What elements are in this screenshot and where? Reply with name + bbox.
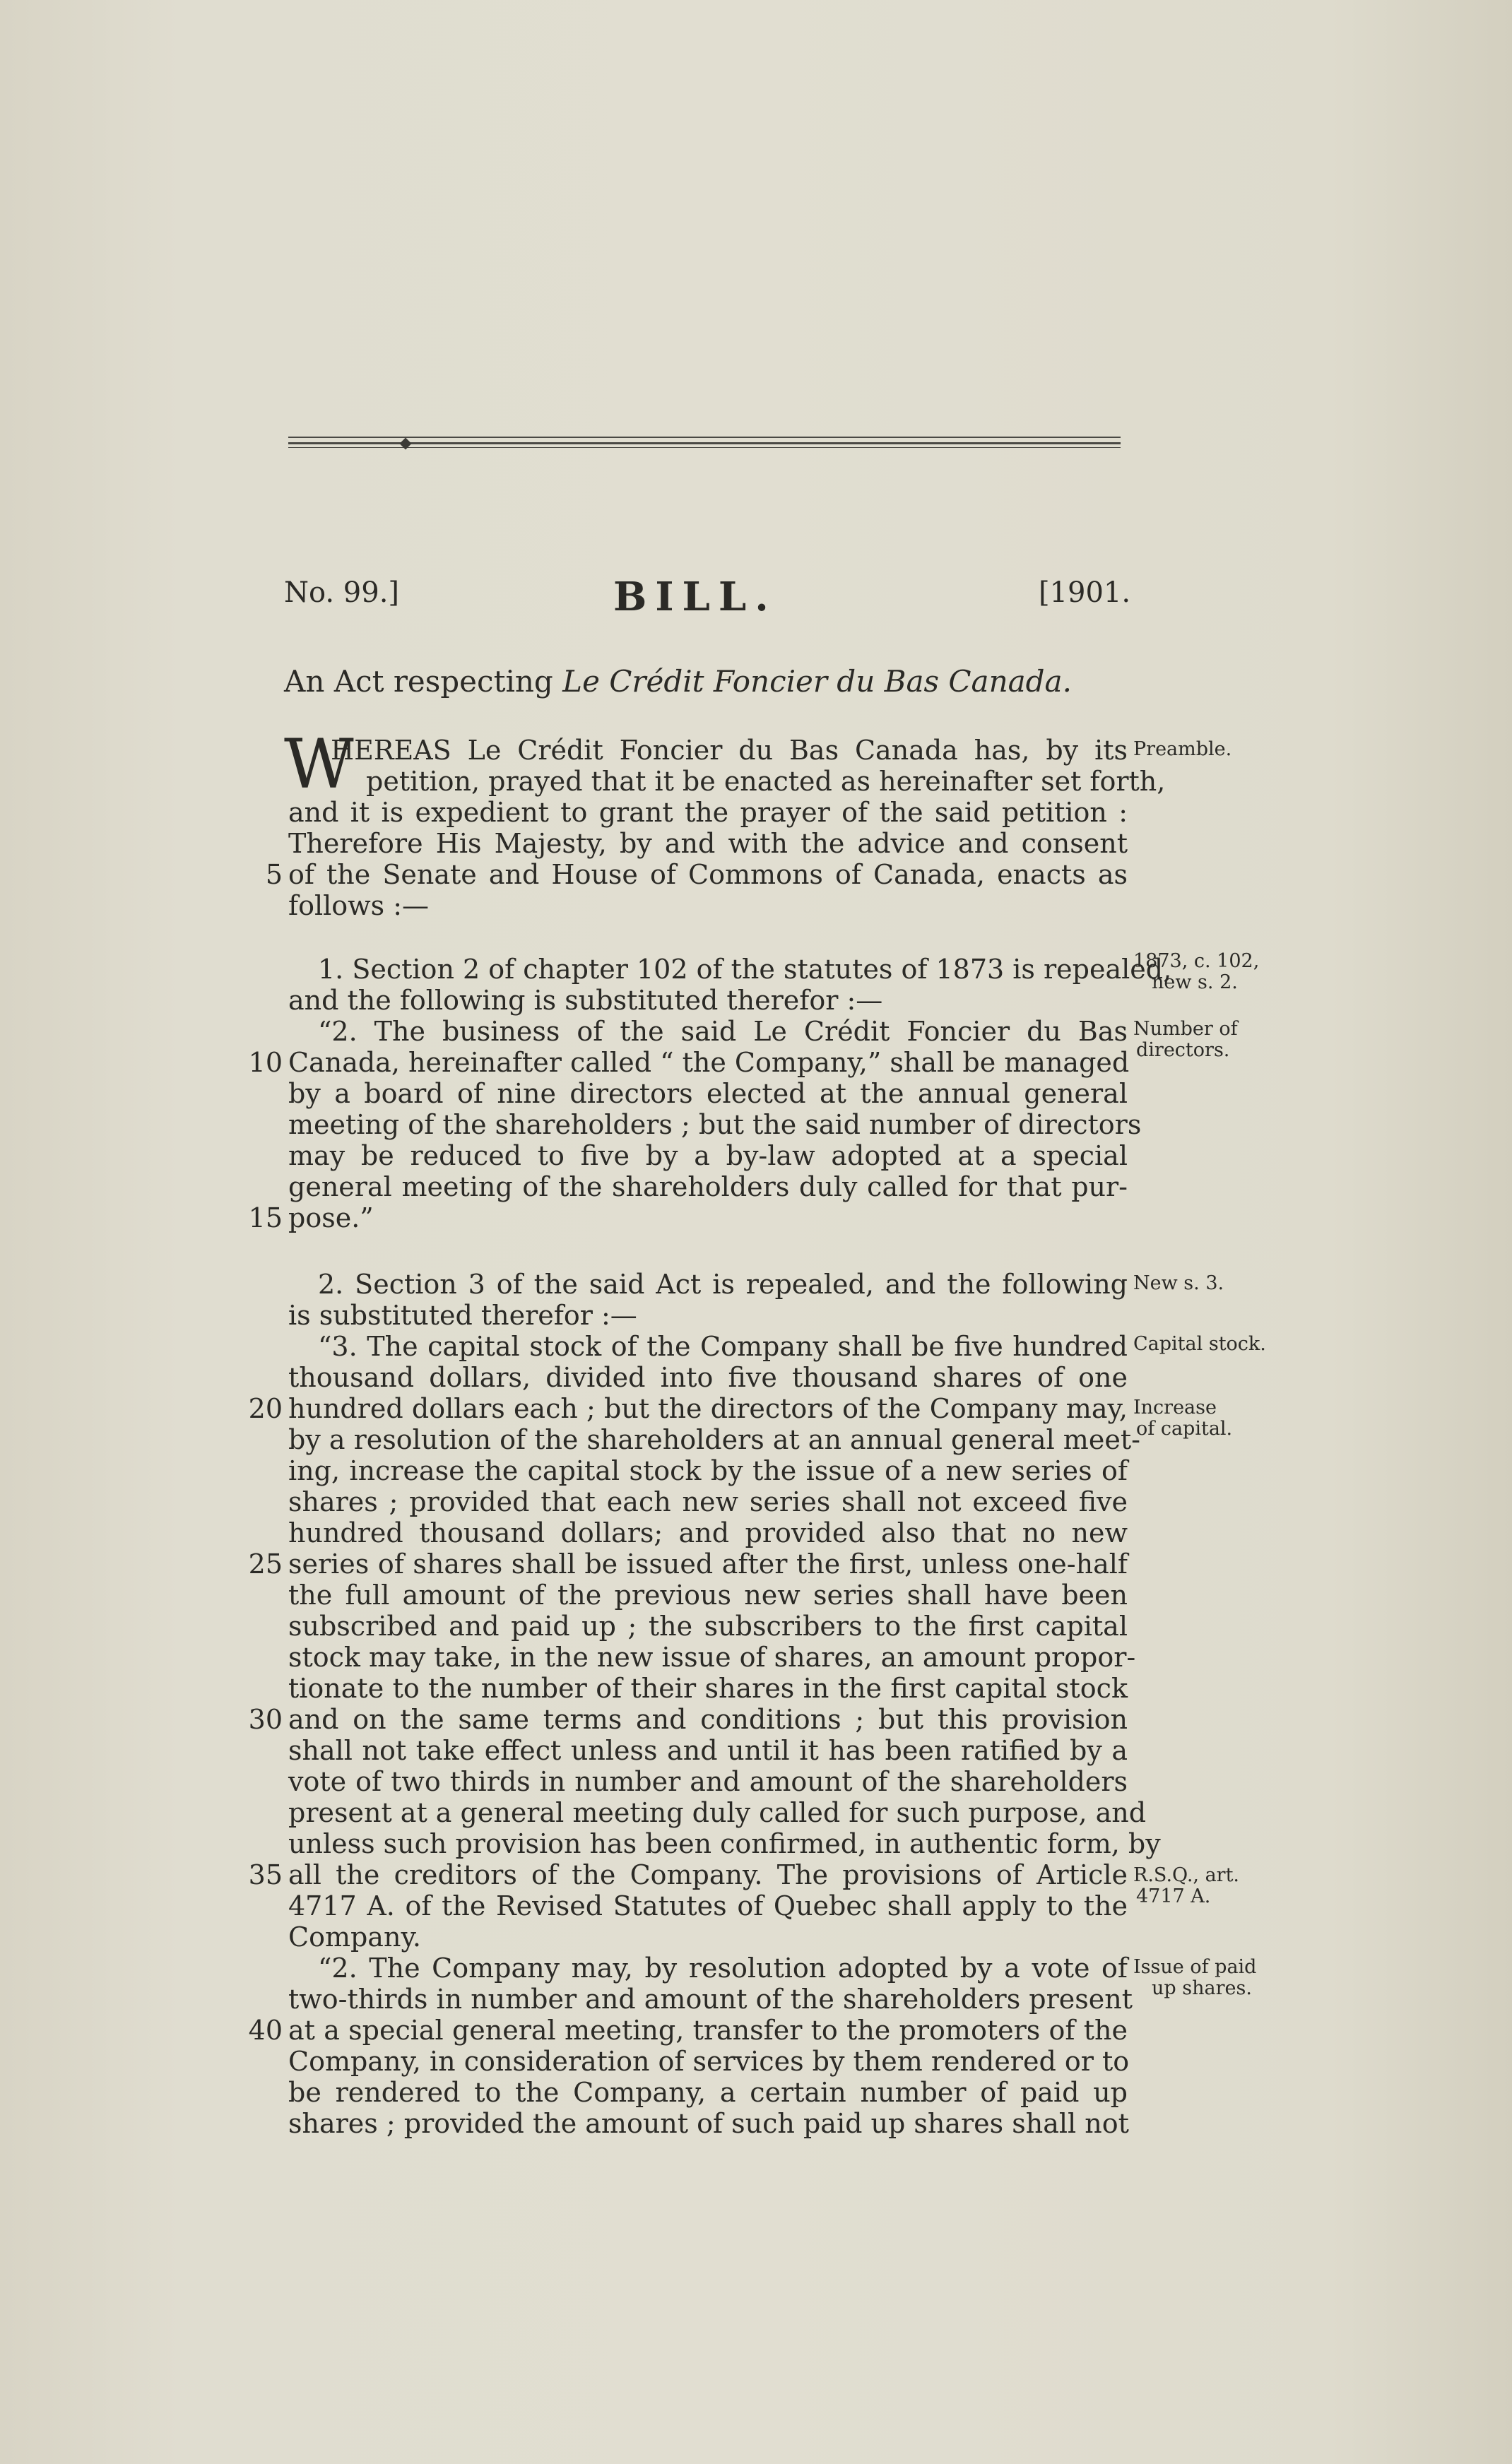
section2-line: stock may take, in the new issue of shares, an amount propor- <box>288 1642 1136 1673</box>
act-title <box>284 664 1072 699</box>
section2-line: “2. The Company may, by resolution adopted by a vote of <box>318 1953 1128 1984</box>
bill-number: No. 99.] <box>284 576 400 609</box>
section1-line: Canada, hereinafter called “ the Company,” shall be managed <box>288 1047 1130 1078</box>
bill-heading: BILL. <box>613 574 777 620</box>
section1-line: pose.” <box>288 1202 374 1233</box>
margin-note-increase <box>1133 1397 1232 1440</box>
margin-note-capital-stock: Capital stock. <box>1133 1333 1266 1355</box>
section2-line: shares ; provided the amount of such paid up shares shall not <box>288 2108 1129 2139</box>
margin-note-repeal <box>1133 951 1259 993</box>
line-number: 20 <box>248 1393 283 1424</box>
preamble-line: of the Senate and House of Commons of Canada, enacts as <box>288 859 1128 890</box>
margin-note-line: up shares. <box>1152 1977 1252 1999</box>
preamble-dropcap: W <box>284 725 354 804</box>
line-number: 10 <box>248 1047 283 1078</box>
section2-line: be rendered to the Company, a certain number of paid up <box>288 2077 1128 2108</box>
section2-line: shares ; provided that each new series shall not exceed five <box>288 1486 1128 1517</box>
margin-note-rsq <box>1133 1865 1239 1907</box>
section2-line: 2. Section 3 of the said Act is repealed, and the following <box>318 1269 1128 1300</box>
line-number: 30 <box>248 1704 283 1735</box>
preamble-line: petition, prayed that it be enacted as hereinafter set forth, <box>366 766 1166 797</box>
margin-note-preamble: Preamble. <box>1133 738 1232 760</box>
margin-note-new-s3: New s. 3. <box>1133 1272 1224 1294</box>
header-rule-bottom <box>288 447 1121 448</box>
margin-note-line: 1873, c. 102, <box>1133 950 1260 972</box>
section2-line: shall not take effect unless and until it has been ratified by a <box>288 1735 1128 1766</box>
margin-note-line: 4717 A. <box>1136 1885 1211 1907</box>
section1-line: “2. The business of the said Le Crédit Foncier du Bas <box>318 1016 1128 1047</box>
section2-line: present at a general meeting duly called for such purpose, and <box>288 1797 1147 1828</box>
preamble-line: HEREAS Le Crédit Foncier du Bas Canada has, by its <box>331 735 1128 766</box>
preamble-line: Therefore His Majesty, by and with the advice and consent <box>288 828 1128 859</box>
section2-line: the full amount of the previous new series shall have been <box>288 1580 1128 1611</box>
margin-note-line: Increase <box>1133 1397 1217 1418</box>
margin-note-directors <box>1133 1019 1238 1061</box>
margin-note-line: Issue of paid <box>1133 1956 1257 1978</box>
act-title-name: Le Crédit Foncier du Bas Canada. <box>562 664 1072 699</box>
section2-line: “3. The capital stock of the Company shall be five hundred <box>318 1331 1128 1362</box>
header-rule-top <box>288 437 1121 438</box>
act-title-prefix: An Act respecting <box>284 664 563 699</box>
section2-line: tionate to the number of their shares in the first capital stock <box>288 1673 1128 1704</box>
margin-note-line: Number of <box>1133 1018 1238 1040</box>
section2-line: ing, increase the capital stock by the issue of a new series of <box>288 1455 1128 1486</box>
margin-note-line: of capital. <box>1136 1418 1233 1440</box>
section2-line: hundred dollars each ; but the directors of the Company may, <box>288 1393 1128 1424</box>
margin-note-line: directors. <box>1136 1039 1230 1061</box>
section1-line: meeting of the shareholders ; but the said number of directors <box>288 1109 1142 1140</box>
section2-line: is substituted therefor :— <box>288 1300 637 1331</box>
section2-line: subscribed and paid up ; the subscribers to the first capital <box>288 1611 1128 1642</box>
section2-line: Company. <box>288 1921 421 1953</box>
section2-line: vote of two thirds in number and amount of the shareholders <box>288 1766 1128 1797</box>
line-number: 15 <box>248 1202 283 1233</box>
section1-line: and the following is substituted therefor :— <box>288 985 883 1016</box>
margin-note-line: R.S.Q., art. <box>1133 1864 1240 1886</box>
line-number: 25 <box>248 1548 283 1580</box>
preamble-line: follows :— <box>288 890 430 921</box>
preamble-line: and it is expedient to grant the prayer of the said petition : <box>288 797 1128 828</box>
section1-line: may be reduced to five by a by-law adopted at a special <box>288 1140 1128 1171</box>
section2-line: series of shares shall be issued after the first, unless one-half <box>288 1548 1128 1580</box>
section2-line: 4717 A. of the Revised Statutes of Quebec shall apply to the <box>288 1890 1128 1921</box>
section2-line: unless such provision has been confirmed, in authentic form, by <box>288 1828 1161 1859</box>
section2-line: two-thirds in number and amount of the shareholders present <box>288 1984 1133 2015</box>
section2-line: and on the same terms and conditions ; but this provision <box>288 1704 1128 1735</box>
line-number: 40 <box>248 2015 283 2046</box>
margin-note-line: new s. 2. <box>1152 971 1238 993</box>
section2-line: all the creditors of the Company. The provisions of Article <box>288 1859 1128 1890</box>
margin-note-issue <box>1133 1957 1256 1999</box>
header-rule-middle <box>288 442 1121 444</box>
section2-line: by a resolution of the shareholders at an annual general meet- <box>288 1424 1140 1455</box>
section2-line: at a special general meeting, transfer to the promoters of the <box>288 2015 1128 2046</box>
section2-line: thousand dollars, divided into five thousand shares of one <box>288 1362 1128 1393</box>
section2-line: Company, in consideration of services by them rendered or to <box>288 2046 1130 2077</box>
section1-line: by a board of nine directors elected at the annual general <box>288 1078 1128 1109</box>
section1-line: 1. Section 2 of chapter 102 of the statutes of 1873 is repealed, <box>318 954 1172 985</box>
line-number: 35 <box>248 1859 283 1890</box>
line-number: 5 <box>265 859 283 890</box>
section2-line: hundred thousand dollars; and provided also that no new <box>288 1517 1128 1548</box>
bill-year: [1901. <box>1039 576 1131 609</box>
section1-line: general meeting of the shareholders duly called for that pur- <box>288 1171 1128 1202</box>
